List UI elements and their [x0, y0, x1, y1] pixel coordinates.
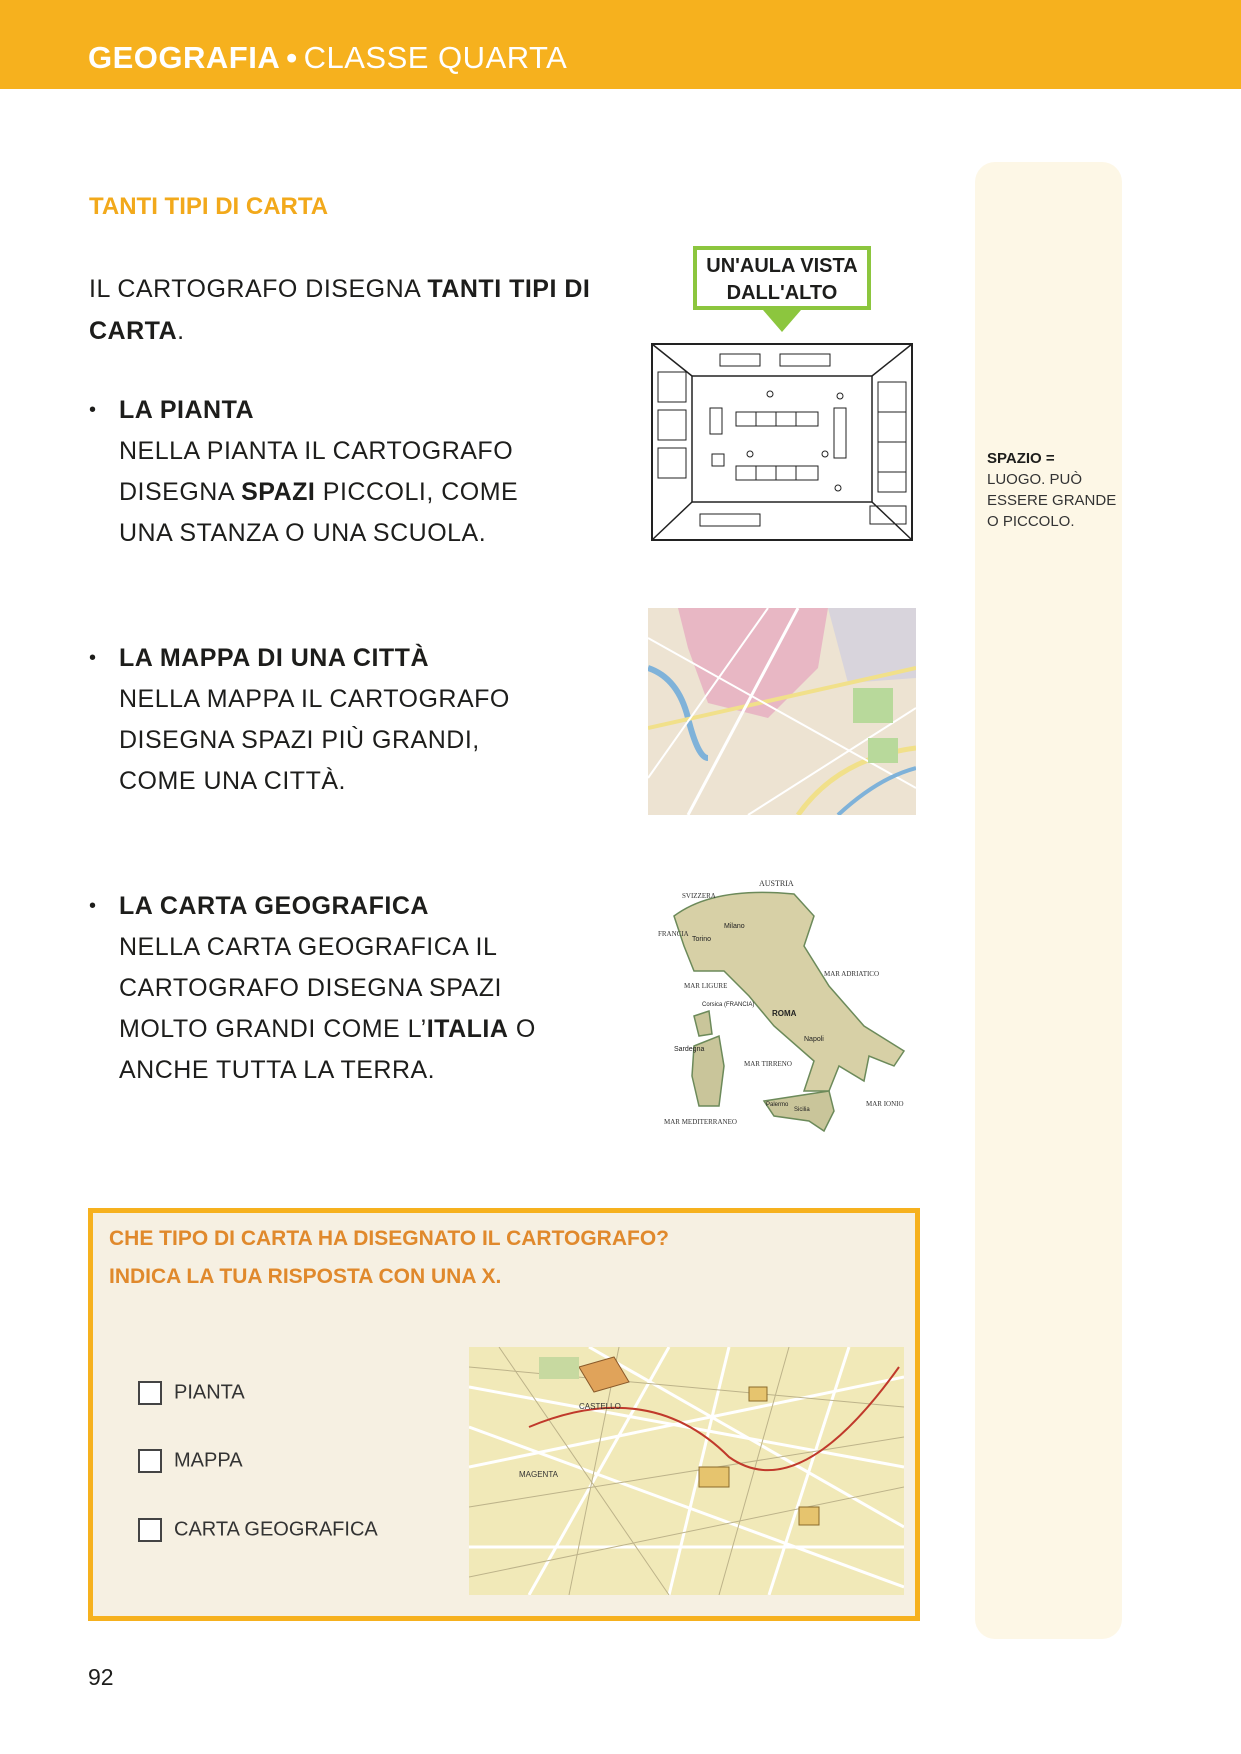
bullet-bold: SPAZI — [241, 478, 316, 506]
option-label: CARTA GEOGRAFICA — [174, 1518, 378, 1541]
map-label-mar-adriatico: MAR ADRIATICO — [824, 970, 880, 978]
header-class: CLASSE QUARTA — [303, 40, 568, 75]
map-label-palermo: Palermo — [766, 1102, 789, 1108]
milano-map-image — [469, 1347, 904, 1595]
checkbox-mappa[interactable] — [138, 1449, 162, 1473]
intro-bold: TANTI TIPI DI CARTA — [89, 275, 591, 345]
map-label-austria: AUSTRIA — [759, 879, 794, 888]
option-carta-geografica[interactable] — [138, 1518, 378, 1542]
glossary-definition: LUOGO. PUÒ ESSERE GRANDE O PICCOLO. — [987, 471, 1117, 530]
bullet-title: LA PIANTA — [119, 396, 255, 424]
map-label-roma: ROMA — [772, 1009, 797, 1018]
header-title — [88, 40, 567, 76]
intro-paragraph — [89, 268, 629, 352]
map-label-mar-ligure: MAR LIGURE — [684, 982, 728, 990]
intro-text: IL CARTOGRAFO DISEGNA — [89, 275, 428, 303]
map-label-sicilia: Sicilia — [794, 1107, 810, 1113]
bullet-line: DISEGNA — [119, 478, 242, 506]
callout-line: UN'AULA VISTA — [706, 255, 858, 277]
glossary-note — [987, 448, 1117, 532]
bullet-line: NELLA MAPPA IL CARTOGRAFO — [119, 685, 510, 713]
bullet-bold: ITALIA — [426, 1015, 509, 1043]
sidebar-panel — [975, 162, 1122, 1639]
bullet-line: ANCHE TUTTA LA TERRA. — [119, 1056, 436, 1084]
section-title: TANTI TIPI DI CARTA — [89, 193, 329, 220]
callout-pointer — [763, 310, 801, 332]
intro-end: . — [177, 317, 185, 345]
bullet-line: CARTOGRAFO DISEGNA SPAZI — [119, 974, 502, 1002]
bullet-title: LA MAPPA DI UNA CITTÀ — [119, 644, 430, 672]
classroom-plan-image — [650, 342, 914, 542]
header-subject: GEOGRAFIA — [88, 40, 281, 75]
map-label-mar-tirreno: MAR TIRRENO — [744, 1060, 792, 1068]
bullet-line: NELLA CARTA GEOGRAFICA IL — [119, 933, 498, 961]
callout-line: DALL'ALTO — [726, 282, 838, 304]
header-separator: • — [286, 40, 298, 75]
bullet-pianta — [89, 390, 609, 554]
checkbox-pianta[interactable] — [138, 1381, 162, 1405]
bullet-line: COME UNA CITTÀ. — [119, 767, 346, 795]
map-label-corsica: Corsica (FRANCIA) — [702, 1002, 755, 1008]
bullet-line: DISEGNA SPAZI PIÙ GRANDI, — [119, 726, 480, 754]
bullet-line: O — [508, 1015, 536, 1043]
map-label-sardegna: Sardegna — [674, 1046, 705, 1053]
option-mappa[interactable] — [138, 1449, 243, 1473]
bullet-mappa — [89, 638, 609, 802]
map-label-napoli: Napoli — [804, 1036, 824, 1043]
bullet-carta-geografica — [89, 886, 609, 1091]
city-map-image — [648, 608, 916, 815]
map-label-castello: CASTELLO — [579, 1402, 621, 1411]
map-label-magenta: MAGENTA — [519, 1470, 558, 1479]
bullet-line: UNA STANZA O UNA SCUOLA. — [119, 519, 487, 547]
bullet-dot: • — [89, 647, 97, 669]
italy-map-image — [654, 876, 910, 1166]
map-label-svizzera: SVIZZERA — [682, 892, 716, 900]
map-label-torino: Torino — [692, 936, 712, 943]
bullet-dot: • — [89, 399, 97, 421]
map-label-francia: FRANCIA — [658, 930, 689, 938]
option-label: MAPPA — [174, 1449, 243, 1472]
bullet-line: PICCOLI, COME — [315, 478, 519, 506]
map-label-milano: Milano — [724, 923, 745, 930]
glossary-term: SPAZIO = — [987, 450, 1055, 467]
option-pianta[interactable] — [138, 1381, 245, 1405]
bullet-line: NELLA PIANTA IL CARTOGRAFO — [119, 437, 514, 465]
map-label-mar-ionio: MAR IONIO — [866, 1100, 904, 1108]
callout-box — [693, 246, 871, 310]
map-label-mar-mediterraneo: MAR MEDITERRANEO — [664, 1118, 737, 1126]
checkbox-carta-geografica[interactable] — [138, 1518, 162, 1542]
quiz-question: CHE TIPO DI CARTA HA DISEGNATO IL CARTOGRAFO? — [109, 1227, 670, 1250]
page-number: 92 — [88, 1664, 114, 1690]
option-label: PIANTA — [174, 1381, 245, 1404]
bullet-dot: • — [89, 895, 97, 917]
bullet-line: MOLTO GRANDI COME L’ — [119, 1015, 427, 1043]
quiz-instruction: INDICA LA TUA RISPOSTA CON UNA X. — [109, 1265, 502, 1288]
bullet-title: LA CARTA GEOGRAFICA — [119, 892, 429, 920]
page-header — [0, 0, 1241, 89]
